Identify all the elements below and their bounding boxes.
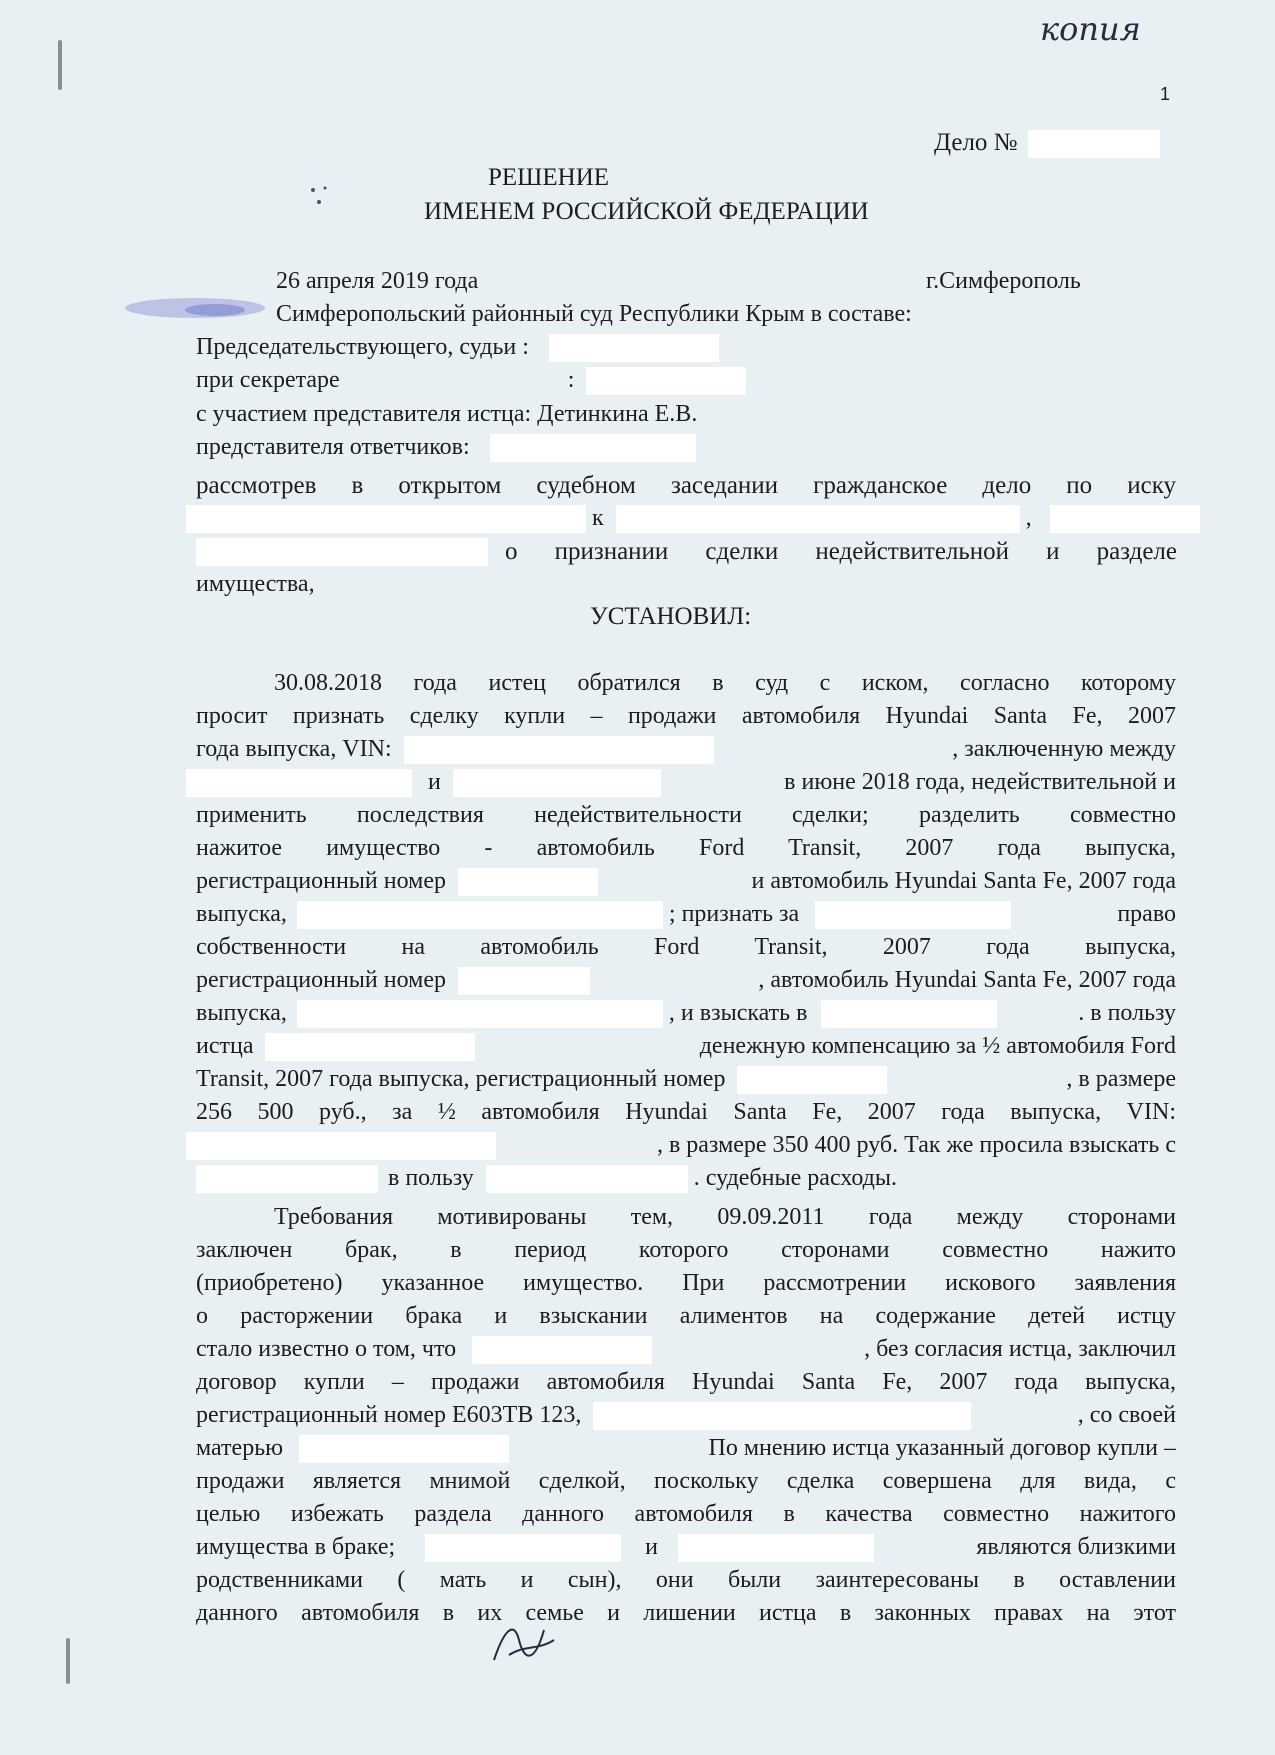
redaction (472, 1336, 652, 1364)
redaction (297, 1000, 663, 1028)
p2-line-5a: стало известно о том, что (196, 1336, 457, 1362)
p1-line-15 (186, 1129, 1176, 1162)
p1-line-15a: , в размере 350 400 руб. Так же просила взыскать с (656, 1132, 1176, 1158)
intro-line-2 (186, 502, 1200, 535)
p1-line-13 (196, 1063, 1176, 1096)
p1-line-16a: в пользу (388, 1165, 474, 1191)
p2-line-11a: имущества в браке; (196, 1534, 396, 1560)
redaction (458, 868, 598, 896)
p2-line-4: о расторжении брака и взыскании алиментов на содержание детей истцу (196, 1303, 1176, 1329)
p1-line-11c: . в пользу (1078, 1000, 1176, 1026)
redaction (737, 1066, 887, 1094)
p1-line-10b: , автомобиль Hyundai Santa Fe, 2007 года (758, 967, 1176, 993)
p2-line-6: договор купли – продажи автомобиля Hyundai Santa Fe, 2007 года выпуска, (196, 1369, 1176, 1395)
staple-top (58, 40, 62, 90)
redaction (186, 505, 586, 533)
redaction (196, 1165, 378, 1193)
p2-line-11c: являются близкими (976, 1534, 1176, 1560)
p1-line-5: применить последствия недействительности сделки; разделить совместно (196, 802, 1176, 828)
ink-dots (305, 180, 345, 220)
p1-line-16 (196, 1162, 897, 1195)
p2-line-7 (196, 1399, 1176, 1432)
secretary-label: при секретаре (196, 367, 340, 393)
p1-line-11a: выпуска, (196, 1000, 287, 1026)
plaintiff-representative: с участием представителя истца: Детинкина Е.В. (196, 401, 698, 427)
p2-line-11b: и (645, 1534, 658, 1560)
p2-line-9: продажи является мнимой сделкой, поскольку сделка совершена для вида, с (196, 1468, 1176, 1494)
redaction (1050, 505, 1200, 533)
p1-line-8 (196, 898, 1176, 931)
intro-line-1: рассмотрев в открытом судебном заседании гражданское дело по иску (196, 472, 1176, 499)
p1-line-3a: года выпуска, VIN: (196, 736, 392, 762)
p1-line-1: 30.08.2018 года истец обратился в суд с иском, согласно которому (274, 670, 1176, 696)
defendant-representative-line (196, 431, 696, 464)
redaction (458, 967, 590, 995)
p2-line-13: данного автомобиля в их семье и лишении истца в законных правах на этот (196, 1600, 1176, 1626)
redaction (404, 736, 714, 764)
redaction (453, 769, 661, 797)
redaction (265, 1033, 475, 1061)
redaction (490, 434, 696, 462)
p1-line-7a: регистрационный номер (196, 868, 446, 894)
p1-line-12 (196, 1030, 1176, 1063)
p1-line-13b: , в размере (1066, 1066, 1176, 1092)
p1-line-12a: истца (196, 1033, 254, 1059)
case-label: Дело № (934, 129, 1018, 156)
p1-line-9: собственности на автомобиль Ford Transit, 2007 года выпуска, (196, 934, 1176, 960)
signature (484, 1610, 564, 1670)
p2-line-12: родственниками ( мать и сын), они были заинтересованы в оставлении (196, 1567, 1176, 1593)
p2-line-7b: , со своей (1077, 1402, 1176, 1428)
p1-line-16b: . судебные расходы. (693, 1165, 898, 1191)
p1-line-10 (196, 964, 1176, 997)
title-decision: РЕШЕНИЕ (488, 164, 610, 191)
p1-line-8a: выпуска, (196, 901, 287, 927)
secretary-line (196, 364, 746, 397)
p1-line-13a: Transit, 2007 года выпуска, регистрационный номер (196, 1066, 726, 1092)
intro-line-4: имущества, (196, 571, 315, 597)
redaction (299, 1435, 509, 1463)
section-title: УСТАНОВИЛ: (590, 603, 752, 630)
p1-line-4 (186, 766, 1176, 799)
p2-line-1: Требования мотивированы тем, 09.09.2011 года между сторонами (274, 1204, 1176, 1230)
p1-line-7 (196, 865, 1176, 898)
redaction (593, 1402, 971, 1430)
p1-line-2: просит признать сделку купли – продажи автомобиля Hyundai Santa Fe, 2007 (196, 703, 1176, 729)
p2-line-8b: По мнению истца указанный договор купли – (708, 1435, 1176, 1461)
p1-line-7b: и автомобиль Hyundai Santa Fe, 2007 года (751, 868, 1176, 894)
p1-line-10a: регистрационный номер (196, 967, 446, 993)
judge-label: Председательствующего, судьи : (196, 334, 529, 360)
judge-line (196, 331, 719, 364)
page-number: 1 (1160, 84, 1171, 104)
redaction (486, 1165, 688, 1193)
p1-line-8b: ; признать за (668, 901, 800, 927)
case-number-label (934, 126, 1160, 159)
defendant-rep-label: представителя ответчиков: (196, 434, 470, 460)
p1-line-3 (196, 733, 1176, 766)
redaction (678, 1534, 874, 1562)
decision-date: 26 апреля 2019 года (276, 268, 479, 294)
intro-line-3-text: о признании сделки недействительной и разделе (505, 538, 1177, 565)
handwritten-note: копия (1040, 10, 1141, 48)
p2-line-8 (196, 1432, 1176, 1465)
intro-line-3 (196, 535, 488, 568)
redaction (425, 1534, 621, 1562)
redaction (549, 334, 719, 362)
decision-city: г.Симферополь (926, 268, 1081, 294)
redaction (186, 1132, 496, 1160)
redaction (297, 901, 663, 929)
staple-bottom (66, 1638, 70, 1684)
redaction (186, 769, 412, 797)
court-composition: Симферопольский районный суд Республики Крым в составе: (276, 301, 912, 327)
p1-line-6: нажитое имущество - автомобиль Ford Transit, 2007 года выпуска, (196, 835, 1176, 861)
p1-line-11 (196, 997, 1176, 1030)
p2-line-2: заключен брак, в период которого сторонами совместно нажито (196, 1237, 1176, 1263)
redaction (586, 367, 746, 395)
redaction (821, 1000, 997, 1028)
p1-line-4a: и (428, 769, 441, 795)
redaction (616, 505, 1020, 533)
title-federation: ИМЕНЕМ РОССИЙСКОЙ ФЕДЕРАЦИИ (424, 198, 869, 225)
secretary-colon: : (567, 367, 575, 393)
intro-k: к (592, 505, 604, 531)
intro-comma: , (1025, 505, 1032, 531)
p1-line-3b: , заключенную между (952, 736, 1176, 762)
p1-line-11b: , и взыскать в (668, 1000, 808, 1026)
p1-line-8c: право (1117, 901, 1176, 927)
p2-line-3: (приобретено) указанное имущество. При рассмотрении искового заявления (196, 1270, 1176, 1296)
p1-line-14: 256 500 руб., за ½ автомобиля Hyundai Santa Fe, 2007 года выпуска, VIN: (196, 1099, 1176, 1125)
p1-line-12b: денежную компенсацию за ½ автомобиля Ford (699, 1033, 1176, 1059)
redaction (815, 901, 1011, 929)
p2-line-10: целью избежать раздела данного автомобиля в качества совместно нажитого (196, 1501, 1176, 1527)
redaction (196, 538, 488, 566)
p2-line-11 (196, 1531, 1176, 1564)
p2-line-5 (196, 1333, 1176, 1366)
p2-line-7a: регистрационный номер Е603ТВ 123, (196, 1402, 582, 1428)
p2-line-8a: матерью (196, 1435, 284, 1461)
redaction (1028, 130, 1160, 158)
p2-line-5b: , без согласия истца, заключил (864, 1336, 1176, 1362)
p1-line-4b: в июне 2018 года, недействительной и (784, 769, 1176, 795)
